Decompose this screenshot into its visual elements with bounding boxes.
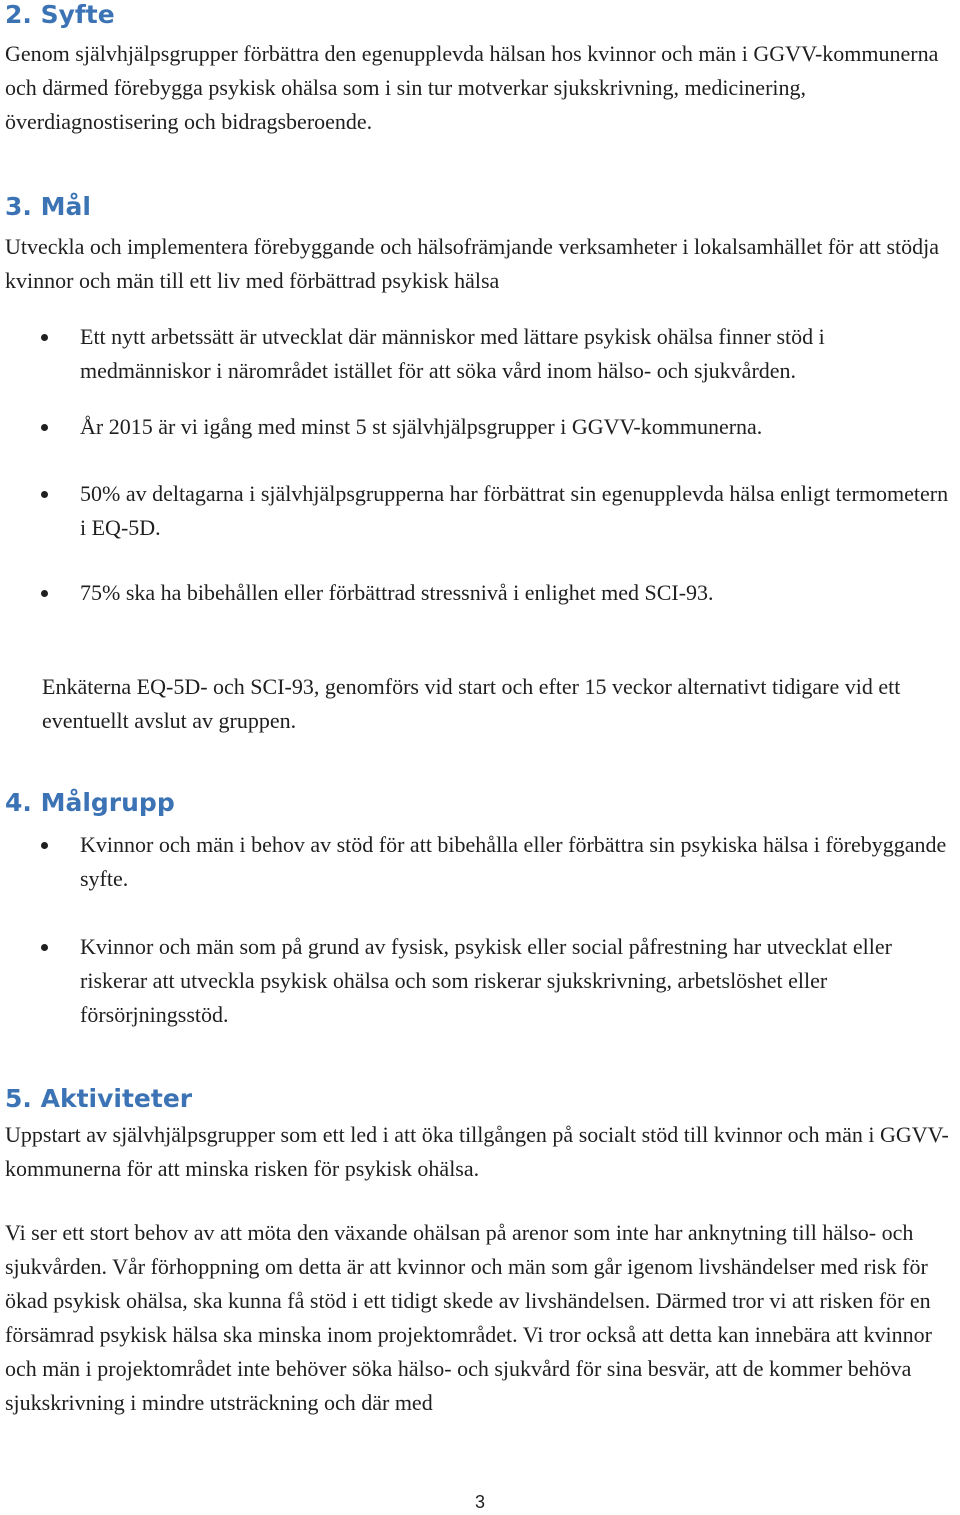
- mal-bullet-3: 50% av deltagarna i självhjälpsgrupperna har förbättrat sin egenupplevda hälsa enligt termometern i EQ-5D.: [0, 477, 960, 545]
- malgrupp-bullet-list: [0, 828, 960, 1032]
- syfte-paragraph: Genom självhjälpsgrupper förbättra den egenupplevda hälsan hos kvinnor och män i GGVV-kommunerna och därmed förebygga psykisk ohälsa som i sin tur motverkar sjukskrivning, medicinering, överdiagnostisering och bidragsberoende.: [5, 41, 939, 134]
- heading-aktiviteter: 5. Aktiviteter: [5, 1084, 193, 1113]
- aktiviteter-paragraph-2: Vi ser ett stort behov av att möta den växande ohälsan på arenor som inte har anknytning till hälso- och sjukvården. Vår förhoppning om detta är att kvinnor och män som går igenom livshändelser med risk för ökad psykisk ohälsa, ska kunna få stöd i ett tidigt skede av livshändelsen. Därmed tror vi att risken för en försämrad psykisk hälsa ska minska inom projektområdet. Vi tror också att detta kan innebära att kvinnor och män i projektområdet inte behöver söka hälso- och sjukvård för sina besvär, att de kommer behöva sjukskrivning i mindre utsträckning och där med: [5, 1220, 932, 1415]
- mal-note-paragraph: Enkäterna EQ-5D- och SCI-93, genomförs vid start och efter 15 veckor alternativt tidigare vid ett eventuellt avslut av gruppen.: [42, 674, 901, 733]
- page-number: 3: [474, 1492, 485, 1512]
- mal-bullet-2: År 2015 är vi igång med minst 5 st självhjälpsgrupper i GGVV-kommunerna.: [0, 410, 960, 444]
- mal-bullet-list: [0, 320, 960, 610]
- heading-malgrupp: 4. Målgrupp: [5, 788, 175, 817]
- mal-bullet-1: Ett nytt arbetssätt är utvecklat där människor med lättare psykisk ohälsa finner stöd i medmänniskor i närområdet istället för att söka vård inom hälso- och sjukvården.: [0, 320, 960, 388]
- malgrupp-bullet-2: Kvinnor och män som på grund av fysisk, psykisk eller social påfrestning har utvecklat eller riskerar att utveckla psykisk ohälsa och som riskerar sjukskrivning, arbetslöshet eller försörjningsstöd.: [0, 930, 960, 1032]
- mal-intro-paragraph: Utveckla och implementera förebyggande och hälsofrämjande verksamheter i lokalsamhället för att stödja kvinnor och män till ett liv med förbättrad psykisk hälsa: [5, 234, 940, 293]
- aktiviteter-paragraph-1: Uppstart av självhjälpsgrupper som ett led i att öka tillgången på socialt stöd till kvinnor och män i GGVV- kommunerna för att minska risken för psykisk ohälsa.: [5, 1122, 949, 1181]
- malgrupp-bullet-1: Kvinnor och män i behov av stöd för att bibehålla eller förbättra sin psykiska hälsa i förebyggande syfte.: [0, 828, 960, 896]
- mal-bullet-4: 75% ska ha bibehållen eller förbättrad stressnivå i enlighet med SCI-93.: [0, 576, 960, 610]
- heading-syfte: 2. Syfte: [5, 0, 115, 29]
- heading-mal: 3. Mål: [5, 192, 91, 221]
